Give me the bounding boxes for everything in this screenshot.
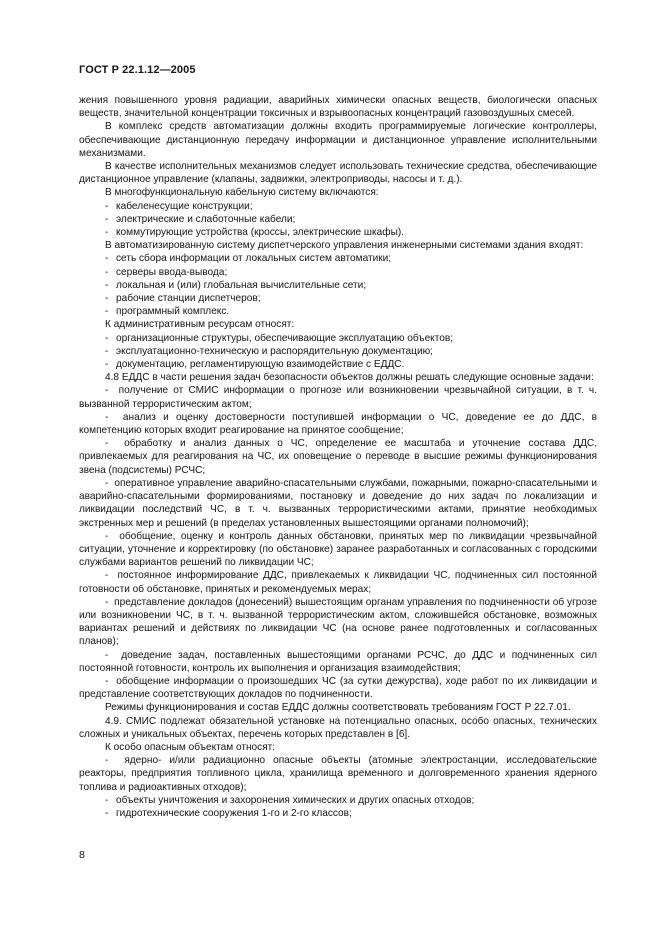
- list-item: [79, 252, 597, 265]
- list-item-text: анализ и оценку достоверности поступившей информации о ЧС, доведение ее до ДДС, в компетенцию которых входит реагирование на принятое сообщение;: [79, 411, 597, 437]
- paragraph: В комплекс средств автоматизации должны входить программируемые логические контроллеры, обеспечивающие дистанционную передачу информации и дистанционное управление исполнительными механизмами.: [79, 121, 597, 159]
- list-dash: -: [105, 596, 109, 608]
- list-item: [79, 292, 597, 305]
- list-dash: -: [105, 213, 109, 225]
- document-body: [79, 94, 597, 820]
- document-header: ГОСТ Р 22.1.12—2005: [79, 64, 196, 76]
- list-dash: -: [105, 345, 109, 357]
- paragraph: К административным ресурсам относят:: [105, 319, 295, 331]
- paragraph: В автоматизированную систему диспетчерского управления инженерными системами здания входят:: [105, 240, 584, 252]
- list-dash: -: [105, 438, 109, 450]
- list-item-text: серверы ввода-вывода;: [116, 266, 228, 278]
- list-dash: -: [105, 649, 109, 661]
- list-item-text: гидротехнические сооружения 1-го и 2-го классов;: [116, 807, 352, 819]
- list-dash: -: [105, 266, 109, 278]
- list-item-text: эксплуатационно-техническую и распорядительную документацию;: [116, 345, 433, 357]
- list-item: [79, 266, 597, 279]
- list-item: [79, 200, 597, 213]
- list-dash: -: [105, 530, 109, 542]
- list-item: [79, 226, 597, 239]
- list-item: [79, 358, 597, 371]
- page-number: 8: [79, 849, 85, 861]
- list-item-text: документацию, регламентирующую взаимодействие с ЕДДС.: [116, 359, 405, 371]
- list-item-text: рабочие станции диспетчеров;: [116, 293, 261, 305]
- list-item-text: локальная и (или) глобальная вычислительные сети;: [116, 279, 367, 291]
- list-dash: -: [105, 794, 109, 806]
- list-dash: -: [105, 253, 109, 265]
- list-dash: -: [105, 359, 109, 371]
- list-dash: -: [105, 385, 109, 397]
- list-item: [79, 675, 597, 701]
- list-item: [79, 649, 597, 675]
- list-dash: -: [105, 570, 109, 582]
- paragraph: В многофункциональную кабельную систему включаются:: [105, 187, 379, 199]
- list-item-text: представление докладов (донесений) вышестоящим органам управления по подчиненности об угрозе или возникновении ЧС, в т. ч. вызванной террористическим актом, сложившейся обстановке, возможных вариантах решений и действиях по ликвидации ЧС (на основе ранее подготовленных и согласованных планов);: [79, 596, 598, 648]
- list-item: [79, 477, 597, 530]
- list-item-text: получение от СМИС информации о прогнозе или возникновении чрезвычайной ситуации, в т. ч. вызванной террористическим актом;: [79, 385, 597, 410]
- list-item: [79, 794, 597, 807]
- list-item: [79, 437, 597, 477]
- list-item-text: ядерно- и/или радиационно опасные объекты (атомные электростанции, исследовательские реакторы, предприятия топливного цикла, хранилища временного и долговременного хранения ядерного топлива и радиоактивных отходов);: [79, 755, 598, 793]
- list-dash: -: [105, 279, 109, 291]
- list-dash: -: [105, 477, 109, 489]
- list-dash: -: [105, 293, 109, 305]
- list-item: [79, 569, 597, 595]
- list-dash: -: [105, 755, 109, 767]
- list-item: [79, 332, 597, 345]
- list-item: [79, 279, 597, 292]
- list-dash: -: [105, 675, 109, 687]
- list-item-text: постоянное информирование ДДС, привлекаемых к ликвидации ЧС, подчиненных сил постоянной готовности об обстановке, принятых и рекомендуемых мерах;: [79, 570, 597, 595]
- list-item: [79, 530, 597, 570]
- list-item: [79, 596, 597, 649]
- list-item-text: объекты уничтожения и захоронения химических и других опасных отходов;: [116, 794, 475, 806]
- list-item: [79, 213, 597, 226]
- list-item-text: программный комплекс.: [116, 306, 230, 318]
- list-item: [79, 411, 597, 437]
- paragraph: Режимы функционирования и состав ЕДДС должны соответствовать требованиям ГОСТ Р 22.7.01.: [105, 702, 571, 714]
- list-item: [79, 384, 597, 410]
- list-item-text: оперативное управление аварийно-спасательными службами, пожарными, пожарно-спасательными и аварийно-спасательными формированиями, постановку и доведение до них задач по локализации и ликвидации последствий ЧС, в т. ч. вызванных террористическими актами, принятие необходимых экстренных мер и решений (в пределах установленных вышестоящими органами полномочий);: [79, 477, 598, 529]
- list-dash: -: [105, 200, 109, 212]
- list-item-text: электрические и слаботочные кабели;: [116, 213, 296, 225]
- paragraph-continuation: жения повышенного уровня радиации, аварийных химически опасных веществ, биологически опасных веществ, значительной концентрации токсичных и взрывоопасных концентраций газовоздушных смесей.: [79, 95, 597, 120]
- list-item: [79, 754, 597, 794]
- list-item-text: обобщение, оценку и контроль данных обстановки, принятых мер по ликвидации чрезвычайной ситуации, уточнение и корректировку (по обстановке) заранее разработанных и согласованных с городскими службами вариантов решений по ликвидации ЧС;: [79, 530, 598, 569]
- paragraph: 4.9. СМИС подлежат обязательной установке на потенциально опасных, особо опасных, технических сложных и уникальных объектах, перечень которых представлен в [6].: [79, 715, 597, 740]
- list-item: [79, 807, 597, 820]
- list-item-text: обобщение информации о произошедших ЧС (за сутки дежурства), ходе работ по их ликвидации и представление соответствующих докладов по подчиненности.: [79, 675, 598, 701]
- list-item: [79, 305, 597, 318]
- list-dash: -: [105, 227, 109, 239]
- list-item-text: организационные структуры, обеспечивающие эксплуатацию объектов;: [116, 332, 454, 344]
- list-item: [79, 345, 597, 358]
- list-dash: -: [105, 332, 109, 344]
- paragraph: В качестве исполнительных механизмов следует использовать технические средства, обеспечивающие дистанционное управление (клапаны, задвижки, электроприводы, насосы и т. д.).: [79, 161, 597, 186]
- list-item-text: кабеленесущие конструкции;: [116, 200, 253, 212]
- list-dash: -: [105, 807, 109, 819]
- paragraph: К особо опасным объектам относят:: [105, 741, 276, 753]
- list-item-text: сеть сбора информации от локальных систем автоматики;: [116, 253, 392, 265]
- list-dash: -: [105, 306, 109, 318]
- paragraph: 4.8 ЕДДС в части решения задач безопасности объектов должны решать следующие основные задачи:: [105, 372, 594, 384]
- list-dash: -: [105, 411, 109, 423]
- list-item-text: коммутирующие устройства (кроссы, электрические шкафы).: [116, 227, 404, 239]
- list-item-text: доведение задач, поставленных вышестоящими органами РСЧС, до ДДС и подчиненных сил постоянной готовности, контроль их выполнения и организация взаимодействия;: [79, 649, 598, 674]
- list-item-text: обработку и анализ данных о ЧС, определение ее масштаба и уточнение состава ДДС, привлекаемых для реагирования на ЧС, их оповещение о переводе в высшие режимы функционирования звена (подсистемы) РСЧС;: [79, 438, 598, 476]
